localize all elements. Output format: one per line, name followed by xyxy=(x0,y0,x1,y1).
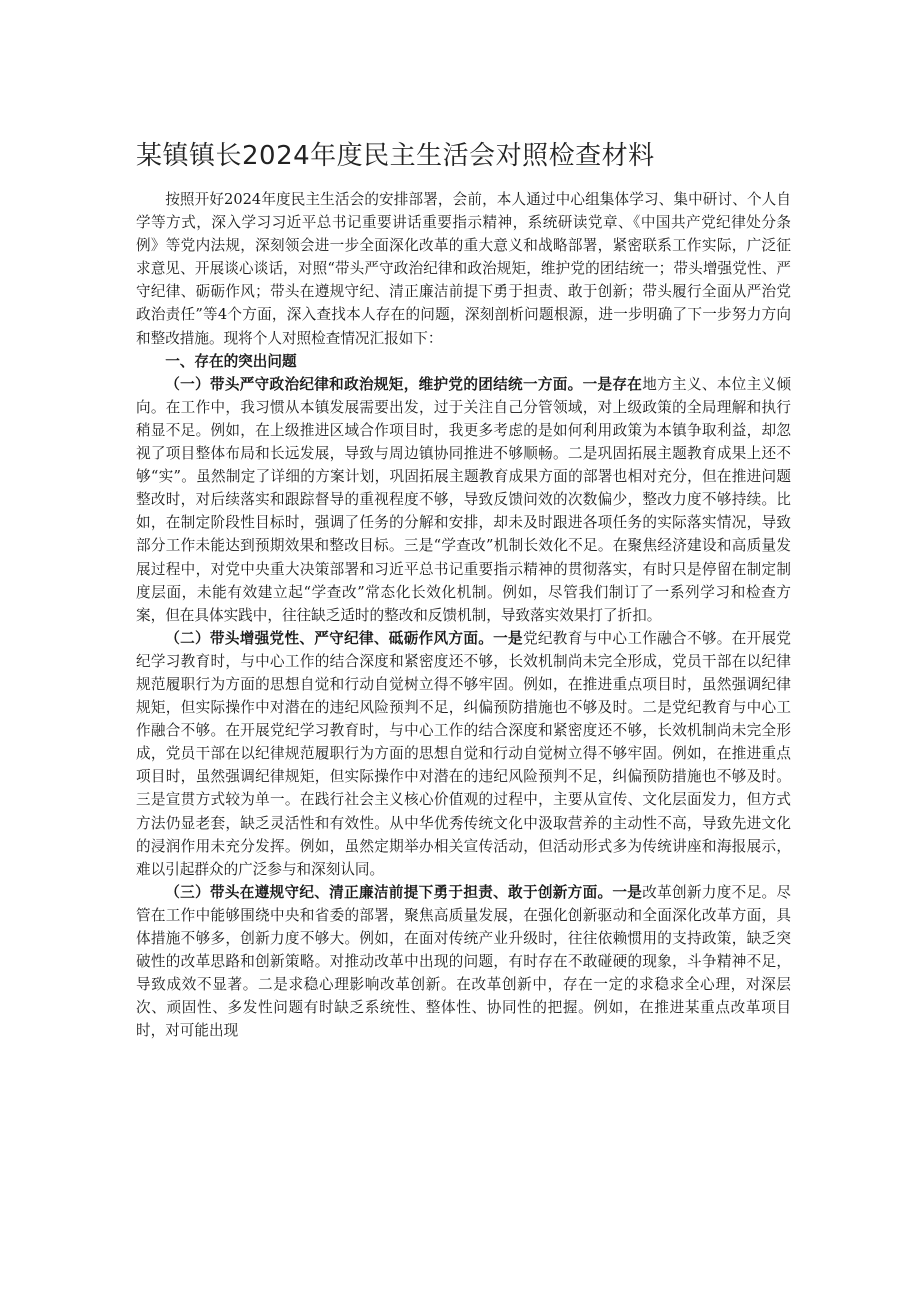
intro-paragraph: 按照开好2024年度民主生活会的安排部署，会前，本人通过中心组集体学习、集中研讨、个人自学等方式，深入学习习近平总书记重要讲话重要指示精神，系统研读党章、《中国共产党纪律处分条例》等党内法规，深刻领会进一步全面深化改革的重大意义和战略部署，紧密联系工作实际，广泛征求意见、开展谈心谈话，对照“带头严守政治纪律和政治规矩，维护党的团结统一；带头增强党性、严守纪律、砺砺作风；带头在遵规守纪、清正廉洁前提下勇于担责、敢于创新；带头履行全面从严治党政治责任”等4个方面，深入查找本人存在的问题，深刻剖析问题根源，进一步明确了下一步努力方向和整改措施。现将个人对照检查情况汇报如下： xyxy=(136,191,791,347)
document-page xyxy=(136,0,796,1301)
document-title: 某镇镇长2024年度民主生活会对照检查材料 xyxy=(136,141,655,171)
subsection-2-heading: （二）带头增强党性、严守纪律、砥砺作风方面。一是 xyxy=(165,629,523,647)
subsection-3-text: 改革创新力度不足。尽管在工作中能够围绕中央和省委的部署，聚焦高质量发展，在强化创新驱动和全面深化改革方面，具体措施不够多，创新力度不够大。例如，在面对传统产业升级时，往往依赖惯用的支持政策，缺乏突破性的改革思路和创新策略。对推动改革中出现的问题，有时存在不敢碰硬的现象，斗争精神不足，导致成效不显著。二是求稳心理影响改革创新。在改革创新中，存在一定的求稳求全心理，对深层次、顽固性、多发性问题有时缺乏系统性、整体性、协同性的把握。例如，在推进某重点改革项目时，对可能出现 xyxy=(136,883,791,1040)
subsection-3-paragraph xyxy=(136,881,791,1043)
subsection-3-heading: （三）带头在遵规守纪、清正廉洁前提下勇于担责、敢于创新方面。一是 xyxy=(165,883,643,901)
subsection-2-text: 党纪教育与中心工作融合不够。在开展党纪学习教育时，与中心工作的结合深度和紧密度还不够，长效机制尚未完全形成，党员干部在以纪律规范履职行为方面的思想自觉和行动自觉树立得不够牢固。例如，在推进重点项目时，虽然强调纪律规矩，但实际操作中对潜在的违纪风险预判不足，纠偏预防措施也不够及时。二是党纪教育与中心工作融合不够。在开展党纪学习教育时，与中心工作的结合深度和紧密度还不够，长效机制尚未完全形成，党员干部在以纪律规范履职行为方面的思想自觉和行动自觉树立得不够牢固。例如，在推进重点项目时，虽然强调纪律规矩，但实际操作中对潜在的违纪风险预判不足，纠偏预防措施也不够及时。三是宣贯方式较为单一。在践行社会主义核心价值观的过程中，主要从宣传、文化层面发力，但方式方法仍显老套，缺乏灵活性和有效性。从中华优秀传统文化中汲取营养的主动性不高，导致先进文化的浸润作用未充分发挥。例如，虽然定期举办相关宣传活动，但活动形式多为传统讲座和海报展示，难以引起群众的广泛参与和深刻认同。 xyxy=(136,629,791,878)
document-body xyxy=(136,188,791,1042)
subsection-1-paragraph xyxy=(136,373,791,627)
subsection-1-text: 地方主义、本位主义倾向。在工作中，我习惯从本镇发展需要出发，过于关注自己分管领域，对上级政策的全局理解和执行稍显不足。例如，在上级推进区域合作项目时，我更多考虑的是如何利用政策为本镇争取利益，却忽视了项目整体布局和长远发展，导致与周边镇协同推进不够顺畅。二是巩固拓展主题教育成果上还不够“实”。虽然制定了详细的方案计划，巩固拓展主题教育成果方面的部署也相对充分，但在推进问题整改时，对后续落实和跟踪督导的重视程度不够，导致反馈问效的次数偏少，整改力度不够持续。比如，在制定阶段性目标时，强调了任务的分解和安排，却未及时跟进各项任务的实际落实情况，导致部分工作未能达到预期效果和整改目标。三是“学查改”机制长效化不足。在聚焦经济建设和高质量发展过程中，对党中央重大决策部署和习近平总书记重要指示精神的贯彻落实，有时只是停留在制定制度层面，未能有效建立起“学查改”常态化长效化机制。例如，尽管我们制订了一系列学习和检查方案，但在具体实践中，往往缺乏适时的整改和反馈机制，导致落实效果打了折扣。 xyxy=(136,375,791,624)
subsection-2-paragraph xyxy=(136,627,791,881)
subsection-1-heading: （一）带头严守政治纪律和政治规矩，维护党的团结统一方面。一是存在 xyxy=(165,375,643,393)
section-heading: 一、存在的突出问题 xyxy=(165,352,297,370)
